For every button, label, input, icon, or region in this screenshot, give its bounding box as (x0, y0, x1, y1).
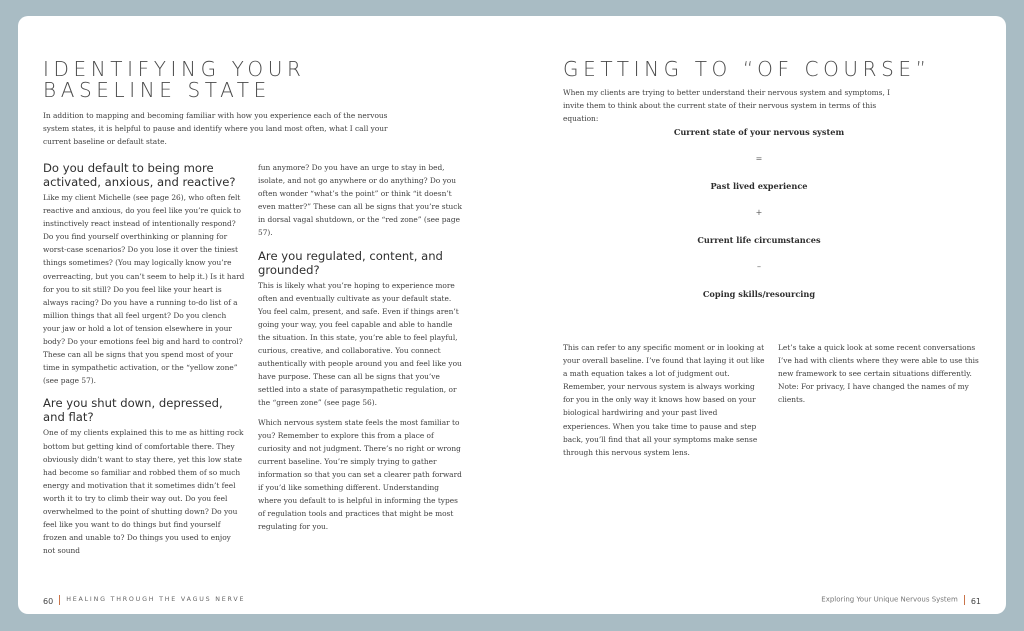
right-footer (821, 589, 981, 608)
equation-minus: – (757, 262, 761, 271)
heading-line-1: IDENTIFYING YOUR (43, 57, 306, 81)
equation-coping-skills: Coping skills/resourcing (702, 289, 816, 299)
heading-line-2: BASELINE STATE (43, 78, 271, 102)
subheading-activated: Do you default to being more activated, anxious, and reactive? (43, 161, 236, 189)
subheading-regulated: Are you regulated, content, and grounded? (258, 248, 443, 277)
running-head: HEALING THROUGH THE VAGUS NERVE (66, 596, 246, 603)
page-number: 60 (43, 597, 54, 606)
equation-equals: = (755, 154, 763, 163)
left-footer (43, 589, 245, 608)
running-head: Exploring Your Unique Nervous System (821, 595, 958, 604)
page-number: 61 (970, 597, 981, 606)
body-activated: Like my client Michelle (see page 26), who often felt reactive and anxious, do you feel like you’re quick to instinctively react instead of intentionally respond? Do you find yourself overthinking or planning for worst-case scenarios? Do you lose it over the tiniest things sometimes? (You may logically know you’re overreacting, but you can’t seem to help it.) Is it hard for you to sit still? Do you feel like your heart is always racing? Do you have a running to-do list of a million things that all feel urgent? Do you clench your jaw or hold a lot of tension elsewhere in your body? Do your emotions feel big and hard to control? These can all be signs that you spend most of your time in sympathetic activation, or the “yellow zone” (see page 57). (43, 193, 245, 386)
equation-plus: + (755, 208, 763, 217)
equation-past-experience: Past lived experience (710, 181, 808, 191)
left-column-2 (258, 161, 462, 533)
right-page (512, 16, 1006, 614)
section-heading (43, 59, 305, 101)
section-heading: GETTING TO “OF COURSE” (563, 57, 931, 81)
subheading-shut-down: Are you shut down, depressed, and flat? (43, 396, 223, 425)
body-shut-down: One of my clients explained this to me as hitting rock bottom but getting kind of comfortable there. They obviously didn’t want to stay there, yet this low state had become so familiar and robbed them of so much energy and motivation that it sometimes didn’t feel worth it to try to climb their way out. Do you feel overwhelmed to the point of shutting down? Do you feel like you want to do things but find yourself frozen and unable to? Do things you used to enjoy not sound (43, 428, 244, 556)
body-reflection: Which nervous system state feels the most familiar to you? Remember to explore this from a place of curiosity and not judgment. There’s no right or wrong current baseline. You’re simply trying to gather information so that you can set a clearer path forward if you’d like something different. Understanding where you default to is helpful in informing the types of regulation tools and practices that might be most regulating for you. (258, 417, 462, 532)
book-spread (18, 16, 1006, 614)
equation-current-state: Current state of your nervous system (673, 127, 845, 137)
left-column-1 (43, 161, 245, 557)
right-column-1: This can refer to any specific moment or in looking at your overall baseline. I’ve found that laying it out like a math equation takes a lot of judgment out. Remember, your nervous system is always working for you in the only way it knows how based on your biological hardwiring and your past lived experiences. When you take time to pause and step back, you’ll find that all your symptoms make sense through this nervous system lens. (563, 343, 765, 457)
right-column-2: Let’s take a quick look at some recent conversations I’ve had with clients where they were able to use this new framework to see certain situations differently. Note: For privacy, I have changed the names of my clients. (778, 343, 979, 405)
left-page (18, 16, 512, 614)
body-shut-down-continued: fun anymore? Do you have an urge to stay in bed, isolate, and not go anywhere or do anything? Do you often wonder “what’s the point” or think “it doesn’t even matter?” These can all be signs that you’re stuck in dorsal vagal shutdown, or the “red zone” (see page 57). (258, 163, 462, 238)
body-regulated: This is likely what you’re hoping to experience more often and eventually cultivate as your default state. You feel calm, present, and safe. Even if things aren’t going your way, you feel capable and able to handle the situation. In this state, you’re able to feel playful, curious, creative, and collaborative. You connect authentically with people around you and feel like you have purpose. These can all be signs that you’ve settled into a state of parasympathetic regulation, or the “green zone” (see page 56). (258, 280, 462, 408)
intro-paragraph: When my clients are trying to better understand their nervous system and symptoms, I invite them to think about the current state of their nervous system in terms of this equation: (563, 88, 891, 124)
footer-divider (964, 595, 965, 605)
intro-paragraph: In addition to mapping and becoming familiar with how you experience each of the nervous system states, it is helpful to pause and identify where you land most often, what I call your current baseline or default state. (43, 111, 388, 147)
equation-life-circumstances: Current life circumstances (697, 235, 821, 245)
footer-divider (59, 595, 60, 605)
